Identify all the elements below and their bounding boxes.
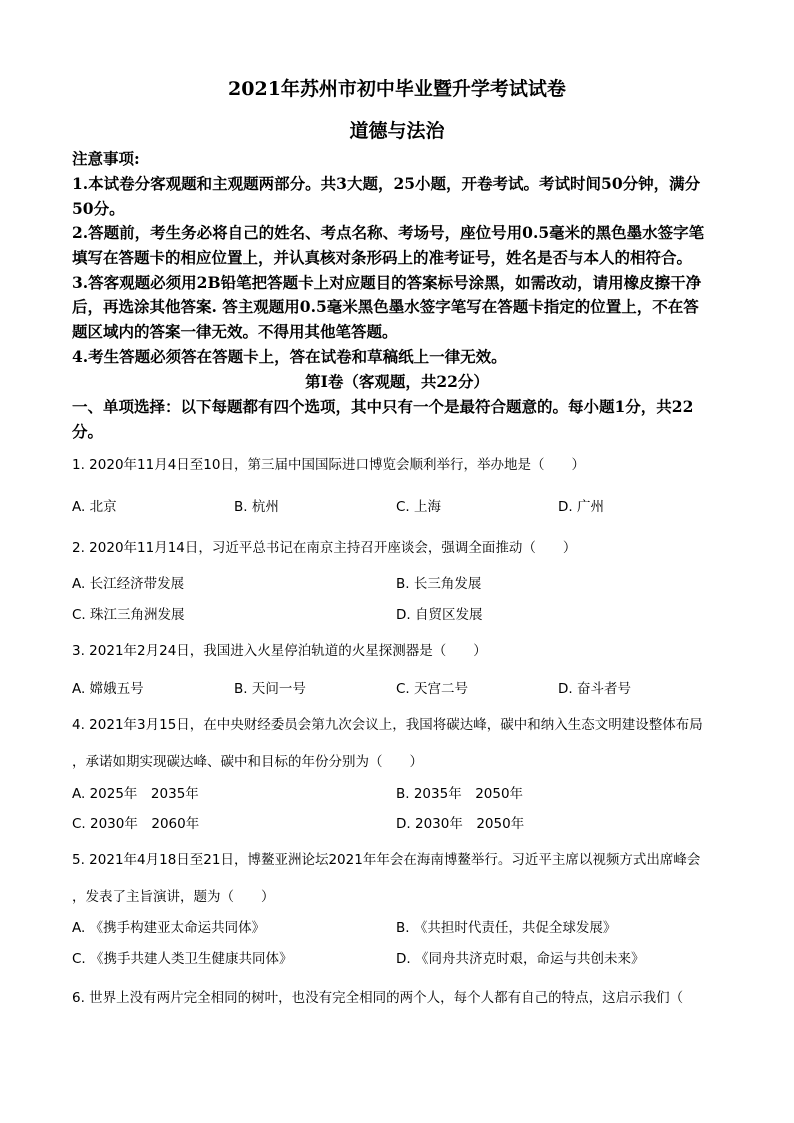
option-c: C. 珠江三角洲发展 bbox=[72, 607, 185, 623]
notice-line: 后，再选涂其他答案. 答主观题用0.5毫米黑色墨水签字笔写在答题卡指定的位置上，不在答 bbox=[72, 297, 699, 316]
notice-line: 4.考生答题必须答在答题卡上，答在试卷和草稿纸上一律无效。 bbox=[72, 347, 507, 366]
option-b: B. 杭州 bbox=[234, 499, 279, 515]
exam-subject: 道德与法治 bbox=[349, 120, 445, 142]
section-instruction: 分。 bbox=[72, 422, 104, 441]
notice-line: 50分。 bbox=[72, 199, 125, 218]
notice-line: 填写在答题卡的相应位置上，并认真核对条形码上的准考证号，姓名是否与本人的相符合。 bbox=[72, 248, 693, 267]
notice-line: 1.本试卷分客观题和主观题两部分。共3大题，25小题，开卷考试。考试时间50分钟，满分 bbox=[72, 174, 701, 193]
question-stem: 4. 2021年3月15日，在中央财经委员会第九次会议上，我国将碳达峰，碳中和纳入生态文明建设整体布局 bbox=[72, 717, 703, 733]
option-a: A. 嫦娥五号 bbox=[72, 681, 144, 697]
notice-line: 2.答题前，考生务必将自己的姓名、考点名称、考场号，座位号用0.5毫米的黑色墨水签字笔 bbox=[72, 223, 705, 242]
option-d: D. 广州 bbox=[558, 499, 604, 515]
question-stem: 5. 2021年4月18日至21日，博鳌亚洲论坛2021年年会在海南博鳌举行。习近平主席以视频方式出席峰会 bbox=[72, 852, 701, 868]
option-c: C. 上海 bbox=[396, 499, 442, 515]
option-c: C. 天宫二号 bbox=[396, 681, 469, 697]
question-stem-continued: ，发表了主旨演讲，题为（ ） bbox=[72, 889, 275, 905]
option-d: D. 《同舟共济克时艰，命运与共创未来》 bbox=[396, 951, 645, 967]
section-instruction: 一、单项选择：以下每题都有四个选项，其中只有一个是最符合题意的。每小题1分，共22 bbox=[72, 397, 694, 416]
question-stem: 1. 2020年11月4日至10日，第三届中国国际进口博览会顺利举行，举办地是（ ） bbox=[72, 457, 585, 473]
option-a: A. 长江经济带发展 bbox=[72, 576, 185, 592]
part1-heading: 第I卷（客观题，共22分） bbox=[305, 372, 489, 391]
option-a: A. 北京 bbox=[72, 499, 117, 515]
notice-heading: 注意事项: bbox=[72, 149, 140, 168]
question-stem: 6. 世界上没有两片完全相同的树叶，也没有完全相同的两个人，每个人都有自己的特点，这启示我们（ bbox=[72, 990, 684, 1006]
question-stem: 2. 2020年11月14日，习近平总书记在南京主持召开座谈会，强调全面推动（ ） bbox=[72, 540, 577, 556]
option-c: C. 《携手共建人类卫生健康共同体》 bbox=[72, 951, 293, 967]
question-stem: 3. 2021年2月24日，我国进入火星停泊轨道的火星探测器是（ ） bbox=[72, 643, 487, 659]
option-d: D. 奋斗者号 bbox=[558, 681, 631, 697]
notice-line: 题区域内的答案一律无效。不得用其他笔答题。 bbox=[72, 322, 398, 341]
notice-line: 3.答客观题必须用2B铅笔把答题卡上对应题目的答案标号涂黑，如需改动，请用橡皮擦干净 bbox=[72, 273, 702, 292]
option-d: D. 自贸区发展 bbox=[396, 607, 483, 623]
question-stem-continued: ，承诺如期实现碳达峰、碳中和目标的年份分别为（ ） bbox=[72, 754, 423, 770]
option-d: D. 2030年 2050年 bbox=[396, 816, 525, 832]
option-a: A. 2025年 2035年 bbox=[72, 786, 199, 802]
option-a: A. 《携手构建亚太命运共同体》 bbox=[72, 920, 266, 936]
option-b: B. 长三角发展 bbox=[396, 576, 482, 592]
option-c: C. 2030年 2060年 bbox=[72, 816, 200, 832]
option-b: B. 2035年 2050年 bbox=[396, 786, 524, 802]
option-b: B. 《共担时代责任，共促全球发展》 bbox=[396, 920, 617, 936]
option-b: B. 天问一号 bbox=[234, 681, 306, 697]
exam-title: 2021年苏州市初中毕业暨升学考试试卷 bbox=[228, 78, 566, 100]
